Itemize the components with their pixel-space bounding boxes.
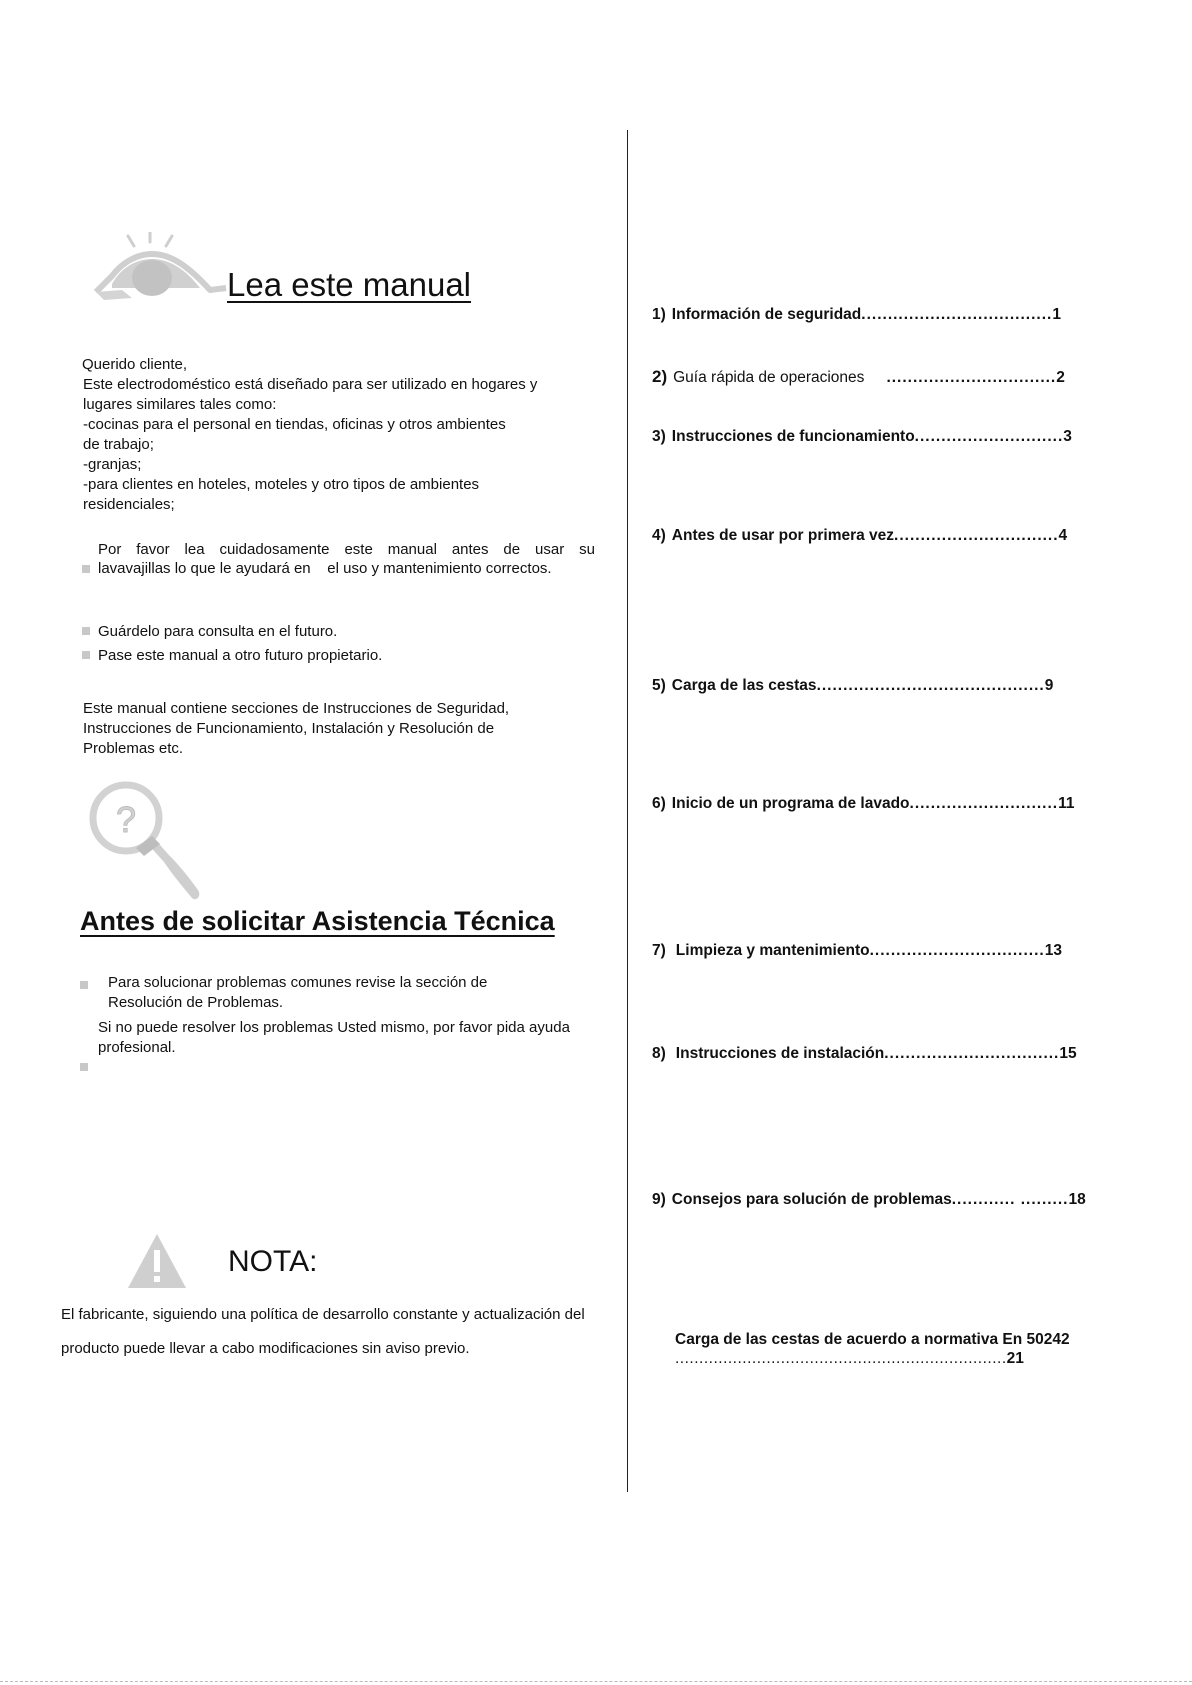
contents-paragraph (83, 699, 509, 759)
toc-entry-2 (652, 367, 1065, 387)
greeting: Querido cliente, (82, 356, 188, 373)
toc-label: Guía rápida de operaciones (673, 369, 865, 386)
toc-label: Antes de usar por primera vez (671, 527, 895, 544)
toc-dots: ................................. (884, 1045, 1060, 1062)
toc-page: 1 (1052, 306, 1061, 323)
toc-dots: ............ ......... (951, 1191, 1069, 1208)
toc-number: 4) (652, 527, 666, 544)
toc-entry-9 (652, 1191, 1086, 1209)
toc-label: Instrucciones de instalación (675, 1045, 885, 1062)
read-manual-title: Lea este manual (227, 266, 472, 303)
note-line: producto puede llevar a cabo modificaciones sin aviso previo. (61, 1340, 470, 1357)
toc-extra-label: Carga de las cestas de acuerdo a normativa En 50242 (675, 1331, 1070, 1348)
toc-entry-6 (652, 795, 1075, 813)
assistance-title: Antes de solicitar Asistencia Técnica (80, 906, 555, 936)
toc-dots: ............................ (914, 428, 1064, 445)
bullet (82, 627, 90, 635)
toc-dots: ................................. (869, 942, 1045, 959)
toc-label: Inicio de un programa de lavado (671, 795, 910, 812)
toc-page: 3 (1063, 428, 1072, 445)
toc-number: 9) (652, 1191, 666, 1208)
toc-entry-1 (652, 306, 1061, 324)
toc-entry-8 (652, 1045, 1077, 1063)
word: este (344, 541, 373, 558)
intro-paragraph (83, 375, 537, 515)
toc-page: 15 (1059, 1045, 1077, 1062)
toc-dots: .................................... (861, 306, 1053, 323)
toc-number: 3) (652, 428, 666, 445)
note-title: NOTA: (228, 1245, 318, 1278)
toc-number: 5) (652, 677, 666, 694)
note-paragraph (61, 1298, 585, 1366)
toc-dots: ............................... (894, 527, 1059, 544)
assist-item-2 (98, 1018, 570, 1058)
toc-page: 4 (1058, 527, 1068, 544)
toc-dots: ................................ (886, 369, 1057, 386)
toc-number: 8) (652, 1045, 666, 1062)
toc-label: Limpieza y mantenimiento (675, 942, 870, 959)
word: usar (535, 541, 565, 558)
bullet (82, 565, 90, 573)
toc-number: 6) (652, 795, 666, 812)
toc-page: 2 (1056, 369, 1065, 386)
word: cuidadosamente (219, 541, 330, 558)
eye-icon (92, 232, 230, 304)
word: de (503, 541, 521, 558)
toc-dots: ..................................................................... (675, 1350, 1007, 1367)
toc-entry-5 (652, 677, 1053, 695)
magnifier-question-icon (86, 778, 204, 904)
bullet (80, 1063, 88, 1071)
toc-number: 2) (652, 367, 668, 386)
contents-line: Este manual contiene secciones de Instrucciones de Seguridad, (83, 700, 510, 717)
word: manual (387, 541, 437, 558)
word: su (579, 541, 595, 558)
toc-dots: ............................ (909, 795, 1059, 812)
warning-icon (126, 1232, 188, 1290)
assist-line: Si no puede resolver los problemas Usted mismo, por favor pida ayuda (98, 1019, 570, 1036)
toc-label: Instrucciones de funcionamiento (671, 428, 915, 445)
bullet (80, 981, 88, 989)
intro-line: -granjas; (83, 456, 142, 473)
intro-line: de trabajo; (83, 436, 154, 453)
toc-label: Carga de las cestas (671, 677, 817, 694)
bullet (82, 651, 90, 659)
toc-page: 11 (1058, 795, 1075, 812)
intro-line: -cocinas para el personal en tiendas, oficinas y otros ambientes (83, 416, 506, 433)
toc-entry-3 (652, 428, 1072, 446)
toc-page: 21 (1006, 1350, 1024, 1367)
toc-label: Información de seguridad (671, 306, 862, 323)
toc-page: 9 (1044, 677, 1054, 694)
toc-dots: ........................................... (816, 677, 1045, 694)
word: favor (136, 541, 170, 558)
word: antes (451, 541, 489, 558)
pass-item: Pase este manual a otro futuro propietario. (98, 647, 383, 664)
toc-number: 1) (652, 306, 666, 323)
toc-number: 7) (652, 942, 666, 959)
intro-line: Este electrodoméstico está diseñado para ser utilizado en hogares y (83, 376, 538, 393)
toc-entry-7 (652, 942, 1062, 960)
toc-label: Consejos para solución de problemas (671, 1191, 952, 1208)
assist-item-1 (108, 973, 487, 1013)
assist-line: Para solucionar problemas comunes revise la sección de (108, 974, 488, 991)
column-divider (627, 130, 628, 1492)
word: Por (98, 541, 122, 558)
svg-text:?: ? (115, 799, 137, 840)
read-para-line2: lavavajillas lo que le ayudará en el uso y mantenimiento correctos. (98, 560, 552, 577)
assist-line: profesional. (98, 1039, 176, 1056)
toc-extra-line (675, 1350, 1024, 1368)
note-line: El fabricante, siguiendo una política de desarrollo constante y actualización del (61, 1306, 585, 1323)
toc-entry-4 (652, 527, 1067, 545)
toc-page: 18 (1068, 1191, 1086, 1208)
bottom-rule (0, 1681, 1192, 1682)
contents-line: Problemas etc. (83, 740, 184, 757)
assist-line: Resolución de Problemas. (108, 994, 284, 1011)
intro-line: -para clientes en hoteles, moteles y otro tipos de ambientes (83, 476, 480, 493)
read-para-line1 (98, 540, 595, 560)
intro-line: lugares similares tales como: (83, 396, 277, 413)
keep-item: Guárdelo para consulta en el futuro. (98, 623, 338, 640)
contents-line: Instrucciones de Funcionamiento, Instalación y Resolución de (83, 720, 495, 737)
toc-page: 13 (1044, 942, 1062, 959)
word: lea (184, 541, 205, 558)
intro-line: residenciales; (83, 496, 175, 513)
